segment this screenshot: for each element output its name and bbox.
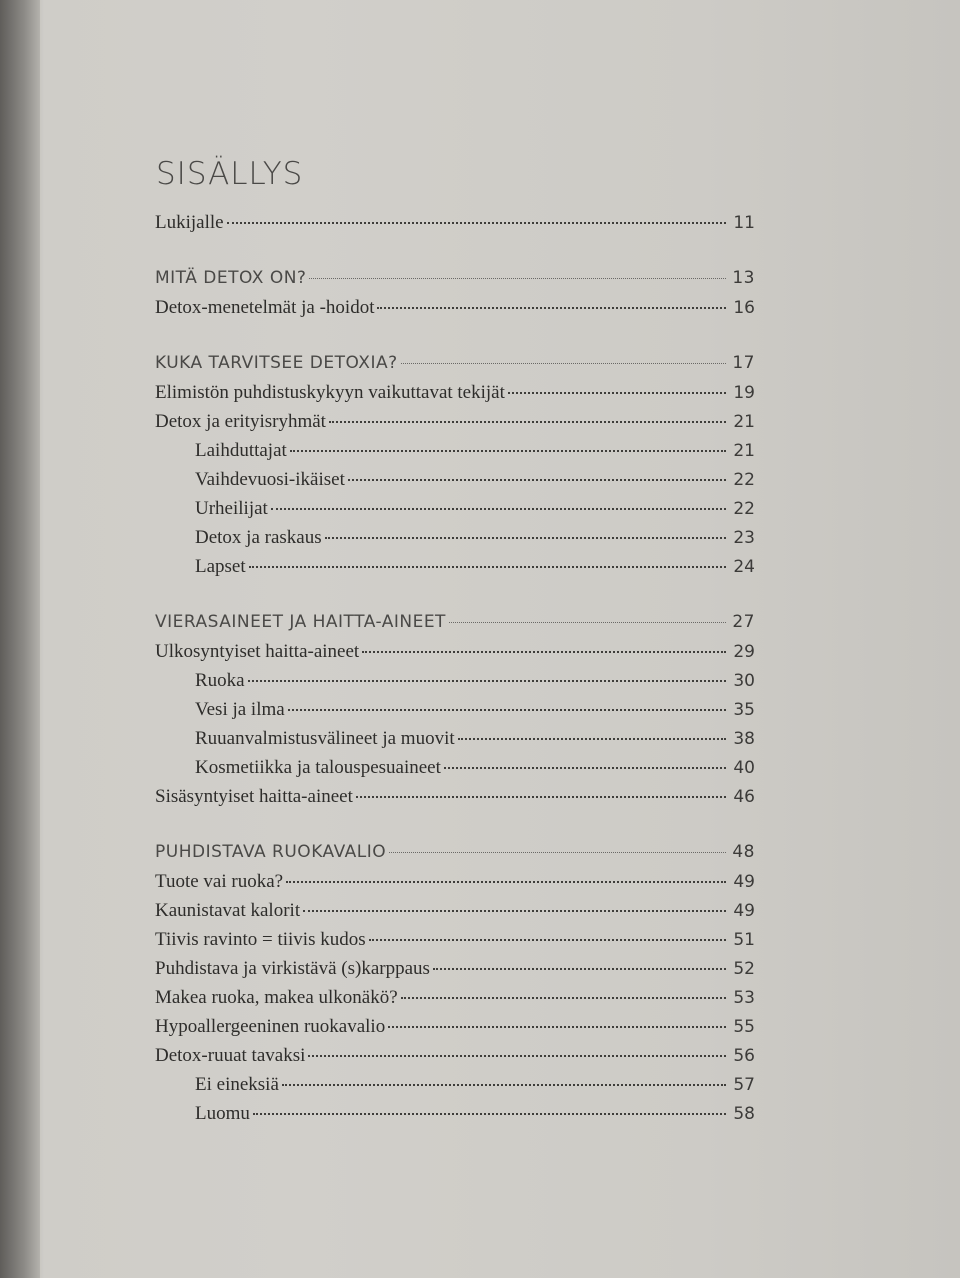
toc-entry-label: Lukijalle [155,212,224,233]
book-spine-shadow [0,0,40,1278]
dot-leader [356,796,726,798]
toc-entry-label: Detox ja raskaus [195,527,322,548]
toc-entry-label: Makea ruoka, makea ulkonäkö? [155,987,398,1008]
toc-entry-label: Tuote vai ruoka? [155,871,284,892]
toc-entry-label: Detox ja erityisryhmät [155,411,326,432]
toc-entry-label: Hypoallergeeninen ruokavalio [155,1016,386,1037]
toc-page-number: 29 [733,642,755,662]
dot-leader [401,997,726,999]
toc-entry-label: Ruuanvalmistusvälineet ja muovit [195,728,455,749]
toc-page-number: 17 [732,353,755,373]
toc-page-number: 27 [732,612,755,632]
toc-entry-label: Kosmetiikka ja talouspesuaineet [195,757,441,778]
toc-entry-section [155,382,755,411]
toc-entry-section [155,411,755,440]
dot-leader [401,363,726,364]
toc-entry-sub [155,699,755,728]
toc-entry-label: Luomu [195,1103,250,1124]
toc-page-number: 22 [733,470,755,490]
dot-leader [329,421,726,423]
toc-page-number: 51 [733,930,755,950]
dot-leader [308,1055,726,1057]
toc-page-number: 57 [733,1075,755,1095]
toc-entry-sub [155,469,755,498]
toc-group [155,212,755,241]
toc-entry-label: Urheilijat [195,498,268,519]
toc-page-number: 35 [733,700,755,720]
toc-group [155,612,755,815]
toc-entry-section [155,1016,755,1045]
toc-page-number: 13 [732,268,755,288]
dot-leader [433,968,726,970]
dot-leader [282,1084,726,1086]
toc-entry-section [155,1045,755,1074]
toc-entry-label: Puhdistava ja virkistävä (s)karppaus [155,958,430,979]
toc-entry-section [155,929,755,958]
toc-page-number: 55 [733,1017,755,1037]
dot-leader [362,651,726,653]
toc-entry-label: Detox-menetelmät ja -hoidot [155,297,375,318]
dot-leader [389,852,726,853]
toc-entry-section [155,212,755,241]
toc-entry-sub [155,498,755,527]
toc-entry-label: Elimistön puhdistuskykyyn vaikuttavat tekijät [155,382,505,403]
dot-leader [253,1113,726,1115]
toc-entry-section [155,297,755,326]
toc-page-number: 52 [733,959,755,979]
toc-page-number: 21 [733,441,755,461]
toc-page-number: 49 [733,901,755,921]
toc-page-number: 22 [733,499,755,519]
toc-entry-chapter [155,268,755,297]
toc-entry-label: KUKA TARVITSEE DETOXIA? [155,353,398,373]
toc-entry-label: MITÄ DETOX ON? [155,268,307,288]
toc-entry-label: Sisäsyntyiset haitta-aineet [155,786,353,807]
toc-entry-label: Ulkosyntyiset haitta-aineet [155,641,360,662]
dot-leader [286,881,726,883]
dot-leader [303,910,726,912]
toc-entry-label: VIERASAINEET JA HAITTA-AINEET [155,612,446,632]
dot-leader [290,450,726,452]
dot-leader [309,278,726,279]
table-of-contents [155,212,755,1159]
toc-group [155,842,755,1132]
toc-entry-section [155,641,755,670]
toc-entry-section [155,987,755,1016]
toc-entry-chapter [155,612,755,641]
dot-leader [248,680,726,682]
toc-entry-label: PUHDISTAVA RUOKAVALIO [155,842,387,862]
toc-entry-label: Tiivis ravinto = tiivis kudos [155,929,366,950]
toc-page-number: 56 [733,1046,755,1066]
page-title: SISÄLLYS [156,156,304,192]
toc-page-number: 49 [733,872,755,892]
toc-entry-label: Detox-ruuat tavaksi [155,1045,306,1066]
toc-entry-label: Lapset [195,556,246,577]
dot-leader [369,939,726,941]
toc-page-number: 23 [733,528,755,548]
dot-leader [227,222,726,224]
toc-entry-chapter [155,353,755,382]
toc-entry-chapter [155,842,755,871]
toc-group [155,353,755,585]
dot-leader [388,1026,726,1028]
toc-entry-sub [155,440,755,469]
dot-leader [348,479,726,481]
toc-entry-sub [155,728,755,757]
dot-leader [288,709,726,711]
toc-page-number: 21 [733,412,755,432]
toc-page-number: 46 [733,787,755,807]
dot-leader [508,392,726,394]
toc-entry-sub [155,757,755,786]
toc-page-number: 16 [733,298,755,318]
dot-leader [377,307,726,309]
dot-leader [325,537,726,539]
toc-entry-sub [155,670,755,699]
dot-leader [449,622,726,623]
toc-entry-section [155,786,755,815]
toc-group [155,268,755,326]
toc-entry-label: Vaihdevuosi-ikäiset [195,469,345,490]
toc-entry-section [155,871,755,900]
toc-page-number: 53 [733,988,755,1008]
toc-page-number: 19 [733,383,755,403]
toc-page-number: 48 [732,842,755,862]
toc-entry-label: Kaunistavat kalorit [155,900,301,921]
toc-page-number: 38 [733,729,755,749]
toc-entry-label: Laihduttajat [195,440,287,461]
dot-leader [444,767,726,769]
toc-entry-label: Ei eineksiä [195,1074,279,1095]
toc-entry-label: Ruoka [195,670,245,691]
toc-entry-sub [155,1074,755,1103]
toc-page-number: 40 [733,758,755,778]
toc-entry-section [155,900,755,929]
toc-entry-sub [155,527,755,556]
toc-entry-sub [155,1103,755,1132]
dot-leader [458,738,726,740]
dot-leader [271,508,726,510]
dot-leader [249,566,726,568]
toc-entry-sub [155,556,755,585]
toc-page-number: 11 [733,213,755,233]
toc-page-number: 24 [733,557,755,577]
toc-entry-label: Vesi ja ilma [195,699,285,720]
toc-page-number: 58 [733,1104,755,1124]
toc-entry-section [155,958,755,987]
toc-page-number: 30 [733,671,755,691]
